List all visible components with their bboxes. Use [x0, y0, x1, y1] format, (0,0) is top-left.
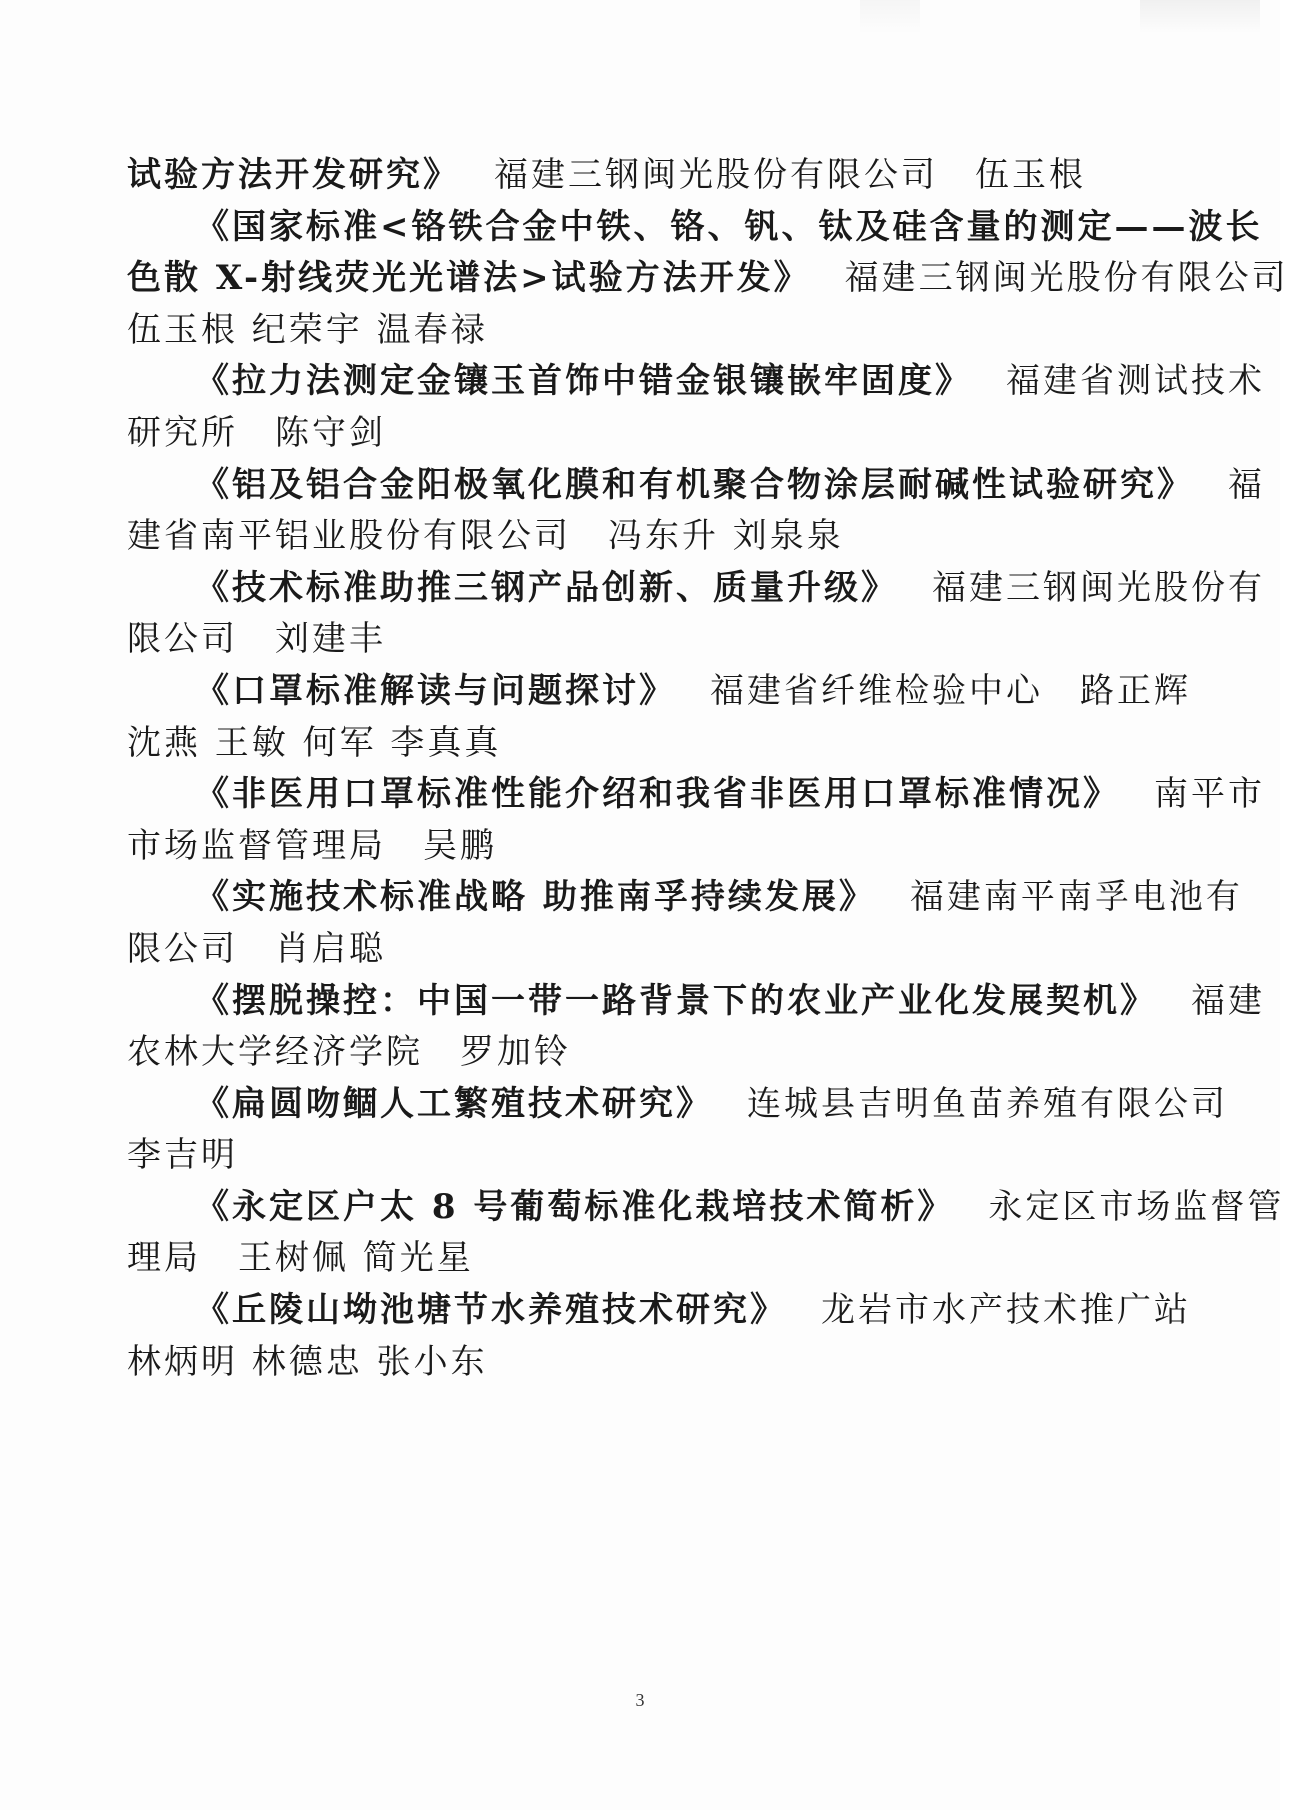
author-affiliation: 福建省纤维检验中心 路正辉 [710, 670, 1191, 711]
author-affiliation: 永定区市场监督管 [988, 1186, 1285, 1227]
text-line [127, 1285, 1191, 1337]
paper-title: 《铝及铝合金阳极氧化膜和有机聚合物涂层耐碱性试验研究》 [195, 464, 1194, 505]
text-line [127, 1233, 1147, 1285]
text-line [127, 872, 1243, 924]
author-affiliation: 李吉明 [127, 1135, 238, 1176]
text-line [127, 614, 1147, 666]
text-line [127, 511, 1147, 563]
scan-shadow [1140, 0, 1260, 34]
text-line [127, 408, 1147, 460]
text-line [127, 356, 1265, 408]
paper-title: 《拉力法测定金镶玉首饰中错金银镶嵌牢固度》 [195, 361, 972, 402]
paper-title: 《丘陵山坳池塘节水养殖技术研究》 [195, 1290, 787, 1331]
author-affiliation: 研究所 陈守剑 [127, 412, 386, 453]
author-affiliation: 林炳明 林德忠 张小东 [127, 1341, 488, 1382]
text-line [127, 563, 1265, 615]
author-affiliation: 市场监督管理局 吴鹏 [127, 825, 497, 866]
text-line [127, 202, 1263, 254]
author-affiliation: 理局 王树佩 简光星 [127, 1238, 474, 1279]
paper-title: 《实施技术标准战略 助推南孚持续发展》 [195, 877, 876, 918]
paper-title: 试验方法开发研究》 [127, 155, 460, 195]
paper-title: 《永定区户太 8 号葡萄标准化栽培技术简析》 [195, 1186, 955, 1227]
author-affiliation: 南平市 [1154, 774, 1265, 815]
text-line [127, 1027, 1147, 1079]
text-line [127, 769, 1265, 821]
author-affiliation: 福建南平南孚电池有 [909, 877, 1243, 918]
author-affiliation: 龙岩市水产技术推广站 [821, 1290, 1191, 1331]
text-line [127, 1130, 1147, 1182]
paper-title: 《摆脱操控：中国一带一路背景下的农业产业化发展契机》 [195, 980, 1157, 1021]
author-affiliation: 农林大学经济学院 罗加铃 [127, 1032, 571, 1073]
text-line [127, 460, 1265, 512]
text-line [127, 1079, 1228, 1131]
paper-title: 《非医用口罩标准性能介绍和我省非医用口罩标准情况》 [195, 774, 1120, 815]
author-affiliation: 福建三钢闽光股份有限公司 [844, 258, 1289, 299]
paper-title: 《口罩标准解读与问题探讨》 [195, 670, 676, 711]
paper-title: 《国家标准<铬铁合金中铁、铬、钒、钛及硅含量的测定——波长 [195, 206, 1263, 247]
text-line [127, 718, 1147, 770]
paper-title: 《技术标准助推三钢产品创新、质量升级》 [195, 567, 898, 608]
text-line [127, 666, 1191, 718]
author-affiliation: 福建 [1191, 980, 1265, 1021]
text-line [127, 1337, 1147, 1389]
paper-title: 《扁圆吻鲴人工繁殖技术研究》 [195, 1083, 713, 1124]
author-affiliation: 沈燕 王敏 何军 李真真 [127, 722, 502, 763]
text-line [127, 305, 1147, 357]
author-affiliation: 伍玉根 纪荣宇 温春禄 [127, 309, 488, 350]
text-line [127, 1182, 1285, 1234]
text-line [127, 976, 1265, 1028]
text-line [127, 821, 1147, 873]
paper-title: 色散 X-射线荧光光谱法>试验方法开发》 [127, 258, 811, 299]
award-list-body [127, 150, 1289, 1388]
author-affiliation: 限公司 肖启聪 [127, 928, 386, 969]
text-line [127, 924, 1147, 976]
author-affiliation: 福建省测试技术 [1006, 361, 1265, 402]
author-affiliation: 建省南平铝业股份有限公司 冯东升 刘泉泉 [127, 516, 844, 557]
text-line [127, 253, 1289, 305]
scan-shadow [860, 0, 920, 34]
author-affiliation: 连城县吉明鱼苗养殖有限公司 [747, 1083, 1228, 1124]
page-number: 3 [635, 1690, 645, 1710]
author-affiliation: 福 [1228, 464, 1265, 505]
author-affiliation: 福建三钢闽光股份有 [932, 567, 1265, 608]
text-line [127, 150, 1147, 202]
author-affiliation: 福建三钢闽光股份有限公司 伍玉根 [494, 155, 1086, 195]
author-affiliation: 限公司 刘建丰 [127, 619, 386, 660]
